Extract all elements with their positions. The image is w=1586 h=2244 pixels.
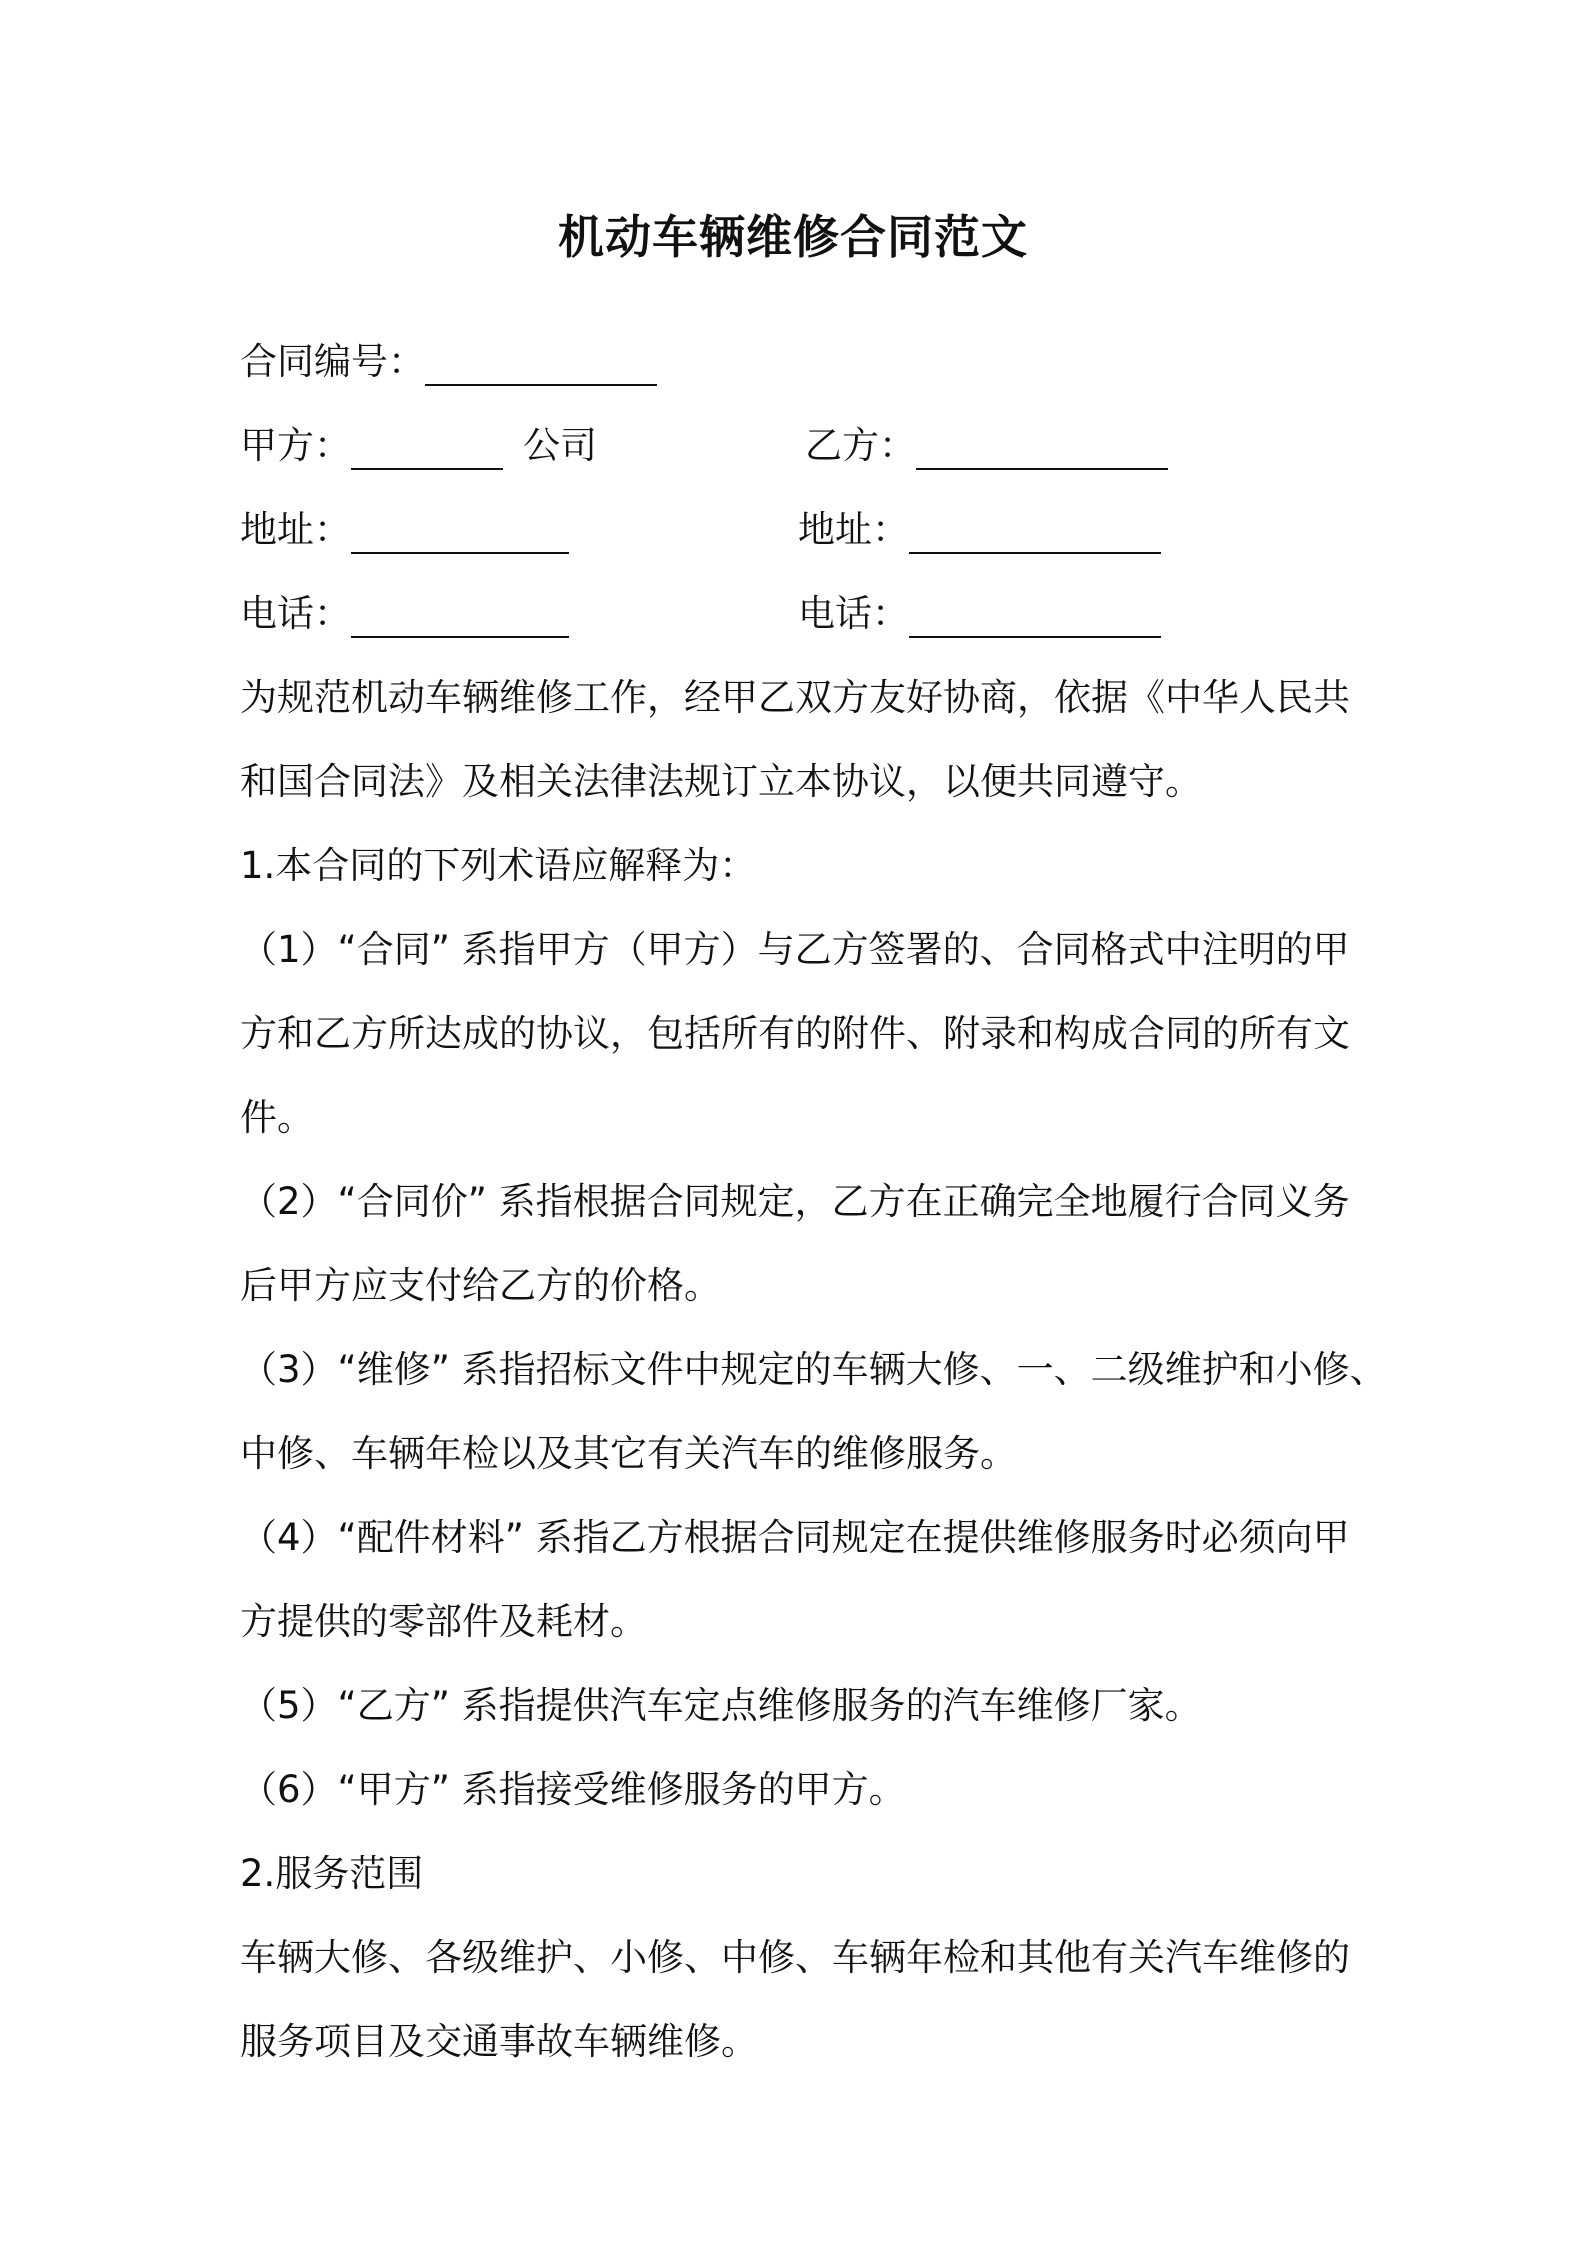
party-a-row	[240, 418, 597, 474]
phone-a-row	[240, 586, 569, 642]
address-b-blank	[909, 512, 1161, 554]
party-b-label: 乙方：	[805, 424, 916, 467]
phone-b-label: 电话：	[798, 592, 909, 635]
contract-number-blank	[425, 344, 657, 386]
phone-a-label: 电话：	[240, 592, 351, 635]
body-line: 方和乙方所达成的协议，包括所有的附件、附录和构成合同的所有文	[240, 1012, 1350, 1055]
address-a-label: 地址：	[240, 508, 351, 551]
contract-number-label: 合同编号：	[240, 340, 425, 383]
party-a-suffix: 公司	[523, 424, 597, 467]
body-line: （4）“配件材料” 系指乙方根据合同规定在提供维修服务时必须向甲	[240, 1516, 1350, 1559]
address-b-row	[798, 502, 1161, 558]
section-heading: 2.服务范围	[240, 1852, 424, 1895]
party-a-blank	[351, 428, 503, 470]
document-title: 机动车辆维修合同范文	[558, 210, 1028, 264]
body-line: （5）“乙方” 系指提供汽车定点维修服务的汽车维修厂家。	[240, 1684, 1202, 1727]
address-a-row	[240, 502, 569, 558]
body-line: 后甲方应支付给乙方的价格。	[240, 1264, 721, 1307]
address-b-label: 地址：	[798, 508, 909, 551]
party-b-blank	[916, 428, 1168, 470]
phone-b-row	[798, 586, 1161, 642]
party-b-row	[805, 418, 1168, 474]
body-line: （2）“合同价” 系指根据合同规定，乙方在正确完全地履行合同义务	[240, 1180, 1350, 1223]
contract-number-row	[240, 334, 657, 390]
body-line: 中修、车辆年检以及其它有关汽车的维修服务。	[240, 1432, 1017, 1475]
address-a-blank	[351, 512, 569, 554]
body-line: （1）“合同” 系指甲方（甲方）与乙方签署的、合同格式中注明的甲	[240, 928, 1350, 971]
phone-a-blank	[351, 596, 569, 638]
body-line: 车辆大修、各级维护、小修、中修、车辆年检和其他有关汽车维修的	[240, 1936, 1350, 1979]
phone-b-blank	[909, 596, 1161, 638]
body-line: 件。	[240, 1096, 314, 1139]
section-heading: 1.本合同的下列术语应解释为：	[240, 844, 757, 887]
party-a-label: 甲方：	[240, 424, 351, 467]
body-line: （3）“维修” 系指招标文件中规定的车辆大修、一、二级维护和小修、	[240, 1348, 1387, 1391]
body-line: 方提供的零部件及耗材。	[240, 1600, 647, 1643]
body-line: （6）“甲方” 系指接受维修服务的甲方。	[240, 1768, 906, 1811]
body-line: 为规范机动车辆维修工作，经甲乙双方友好协商，依据《中华人民共	[240, 676, 1350, 719]
body-line: 服务项目及交通事故车辆维修。	[240, 2020, 758, 2063]
body-line: 和国合同法》及相关法律法规订立本协议，以便共同遵守。	[240, 760, 1202, 803]
